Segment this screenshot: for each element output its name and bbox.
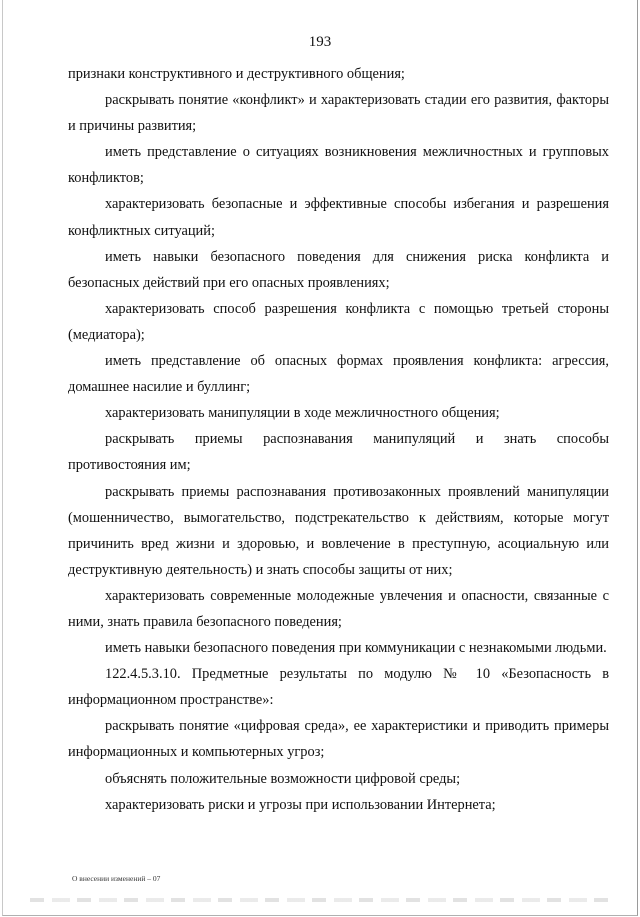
paragraph-10: раскрывать приемы распознавания противозаконных проявлений манипуляции (мошенничество, вымогательство, подстрекательство к действиям, которые могут причинить вред жизни и здоровью, и вовлечение в преступную, асоциальную или деструктивную деятельность) и знать способы защиты от них; (68, 483, 609, 578)
paragraph-11: характеризовать современные молодежные увлечения и опасности, связанные с ними, знать правила безопасного поведения; (68, 587, 609, 630)
paragraph-16: характеризовать риски и угрозы при использовании Интернета; (105, 796, 496, 813)
paragraph-4: характеризовать безопасные и эффективные способы избегания и разрешения конфликтных ситуаций; (68, 196, 609, 239)
paragraph-2: раскрывать понятие «конфликт» и характеризовать стадии его развития, факторы и причины развития; (68, 92, 609, 135)
body-text (68, 61, 609, 818)
page-number: 193 (308, 34, 332, 50)
paragraph-1: признаки конструктивного и деструктивного общения; (68, 66, 405, 82)
paragraph-15: объяснять положительные возможности цифровой среды; (105, 770, 461, 787)
paragraph-6: характеризовать способ разрешения конфликта с помощью третьей стороны (медиатора); (68, 300, 609, 343)
paragraph-9: раскрывать приемы распознавания манипуляций и знать способы противостояния им; (68, 431, 609, 474)
footer-note: О внесении изменений – 07 (72, 874, 161, 883)
paragraph-12: иметь навыки безопасного поведения при коммуникации с незнакомыми людьми. (105, 640, 607, 657)
paragraph-13-module-heading: 122.4.5.3.10. Предметные результаты по модулю № 10 «Безопасность в информационном пространстве»: (68, 666, 609, 709)
paragraph-5: иметь навыки безопасного поведения для снижения риска конфликта и безопасных действий при его опасных проявлениях; (68, 248, 609, 291)
paragraph-8: характеризовать манипуляции в ходе межличностного общения; (105, 405, 500, 422)
scan-artifact-strip (30, 898, 610, 902)
paragraph-7: иметь представление об опасных формах проявления конфликта: агрессия, домашнее насилие и буллинг; (68, 353, 609, 396)
paragraph-14: раскрывать понятие «цифровая среда», ее характеристики и приводить примеры информационных и компьютерных угроз; (68, 718, 609, 761)
paragraph-3: иметь представление о ситуациях возникновения межличностных и групповых конфликтов; (68, 144, 609, 187)
